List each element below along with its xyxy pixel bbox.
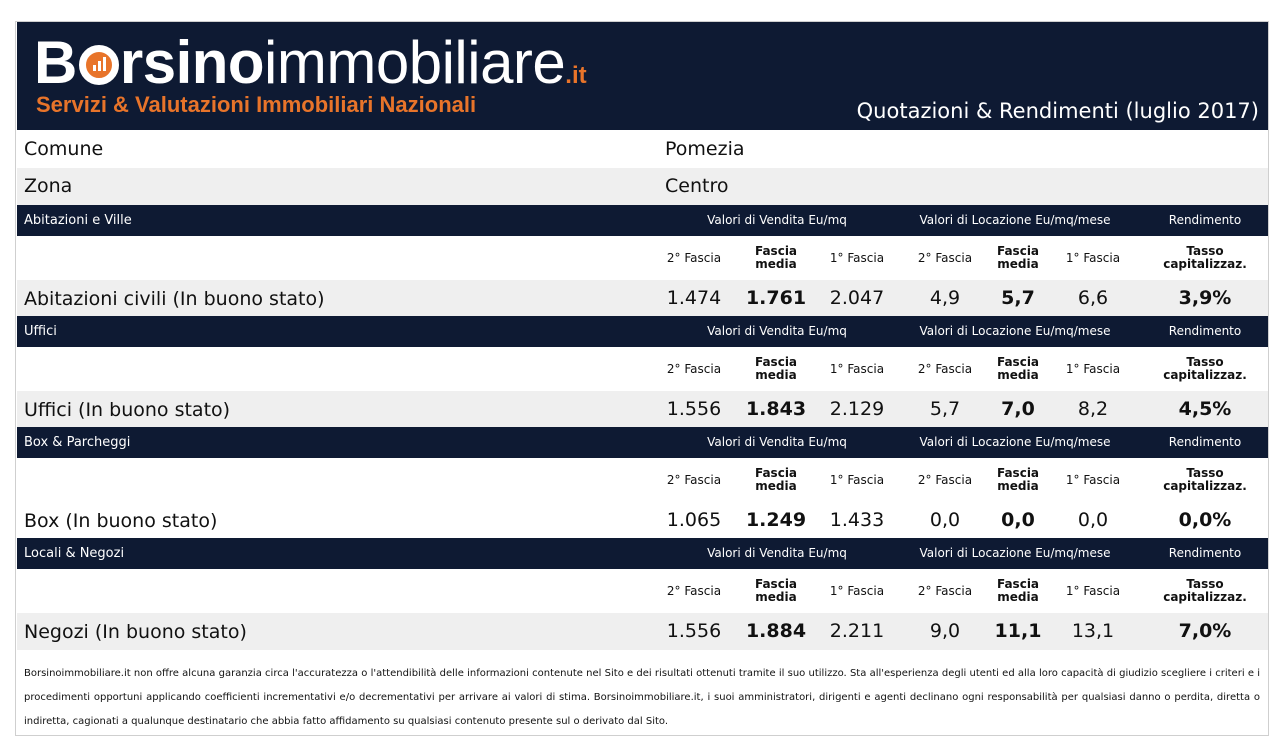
comune-value: Pomezia: [665, 138, 745, 160]
locazione-fascia2-value: 4,9: [929, 287, 961, 309]
v-fascia2-header: 2° Fascia: [666, 472, 722, 487]
locazione-fascia1-value: 13,1: [1071, 620, 1115, 642]
v-fascia2-header: 2° Fascia: [666, 583, 722, 598]
vendita-media-value: 1.843: [745, 398, 807, 420]
logo-rsino: rsino: [119, 29, 265, 96]
item-label: Uffici (In buono stato): [24, 399, 231, 421]
data-row: [17, 613, 1268, 650]
section-title: Uffici: [24, 324, 57, 339]
locazione-fascia2-value: 9,0: [929, 620, 961, 642]
l-fascia2-header: 2° Fascia: [917, 250, 973, 265]
vendita-fascia2-value: 1.065: [666, 509, 722, 531]
locazione-media-value: 0,0: [1001, 509, 1035, 531]
vendita-fascia2-value: 1.556: [666, 398, 722, 420]
section-header: [17, 205, 1268, 236]
tasso-header: Tasso capitalizzaz.: [1163, 577, 1247, 604]
vendita-group-header: Valori di Vendita Eu/mq: [707, 435, 847, 449]
subheader-row: [17, 569, 1268, 613]
v-fascia1-header: 1° Fascia: [829, 250, 885, 265]
v-media-header: Fascia media: [754, 577, 798, 604]
zona-value: Centro: [665, 175, 729, 197]
l-fascia1-header: 1° Fascia: [1065, 583, 1121, 598]
l-fascia2-header: 2° Fascia: [917, 472, 973, 487]
l-fascia1-header: 1° Fascia: [1065, 361, 1121, 376]
vendita-media-value: 1.249: [745, 509, 807, 531]
l-media-header: Fascia media: [996, 577, 1040, 604]
v-media-header: Fascia media: [754, 244, 798, 271]
item-label: Abitazioni civili (In buono stato): [24, 288, 325, 310]
comune-label: Comune: [24, 138, 104, 160]
locazione-group-header: Valori di Locazione Eu/mq/mese: [919, 324, 1111, 338]
vendita-fascia1-value: 2.211: [829, 620, 885, 642]
locazione-media-value: 5,7: [1001, 287, 1035, 309]
vendita-fascia2-value: 1.474: [666, 287, 722, 309]
l-fascia1-header: 1° Fascia: [1065, 472, 1121, 487]
section-header: [17, 538, 1268, 569]
section-title: Abitazioni e Ville: [24, 213, 132, 228]
subheader-row: [17, 347, 1268, 391]
subheader-row: [17, 458, 1268, 502]
l-fascia1-header: 1° Fascia: [1065, 250, 1121, 265]
section-title: Locali & Negozi: [24, 546, 125, 561]
vendita-fascia1-value: 2.129: [829, 398, 885, 420]
section-title: Box & Parcheggi: [24, 435, 131, 450]
l-fascia2-header: 2° Fascia: [917, 583, 973, 598]
l-media-header: Fascia media: [996, 466, 1040, 493]
item-label: Box (In buono stato): [24, 510, 218, 532]
locazione-group-header: Valori di Locazione Eu/mq/mese: [919, 213, 1111, 227]
vendita-media-value: 1.761: [745, 287, 807, 309]
v-fascia1-header: 1° Fascia: [829, 361, 885, 376]
report-title: Quotazioni & Rendimenti (luglio 2017): [856, 99, 1259, 123]
zona-row: [17, 168, 1268, 205]
locazione-media-value: 7,0: [1001, 398, 1035, 420]
tasso-header: Tasso capitalizzaz.: [1163, 355, 1247, 382]
v-fascia2-header: 2° Fascia: [666, 361, 722, 376]
item-label: Negozi (In buono stato): [24, 621, 247, 643]
locazione-fascia2-value: 0,0: [929, 509, 961, 531]
locazione-group-header: Valori di Locazione Eu/mq/mese: [919, 546, 1111, 560]
rendimento-group-header: Rendimento: [1168, 213, 1242, 227]
vendita-group-header: Valori di Vendita Eu/mq: [707, 546, 847, 560]
data-row: [17, 391, 1268, 427]
logo-tld: .it: [565, 62, 587, 89]
data-row: [17, 502, 1268, 538]
locazione-fascia1-value: 6,6: [1077, 287, 1109, 309]
l-media-header: Fascia media: [996, 244, 1040, 271]
vendita-fascia2-value: 1.556: [666, 620, 722, 642]
v-fascia1-header: 1° Fascia: [829, 472, 885, 487]
l-fascia2-header: 2° Fascia: [917, 361, 973, 376]
tasso-value: 7,0%: [1178, 620, 1232, 642]
section-header: [17, 427, 1268, 458]
locazione-group-header: Valori di Locazione Eu/mq/mese: [919, 435, 1111, 449]
tasso-value: 0,0%: [1178, 509, 1232, 531]
locazione-fascia1-value: 0,0: [1077, 509, 1109, 531]
l-media-header: Fascia media: [996, 355, 1040, 382]
report-header: [17, 22, 1268, 130]
comune-row: [17, 131, 1268, 168]
brand-tagline: Servizi & Valutazioni Immobiliari Nazionali: [36, 92, 477, 117]
v-media-header: Fascia media: [754, 466, 798, 493]
tasso-value: 4,5%: [1178, 398, 1232, 420]
section-header: [17, 316, 1268, 347]
logo-immobiliare: immobiliare: [264, 29, 566, 96]
rendimento-group-header: Rendimento: [1168, 546, 1242, 560]
vendita-group-header: Valori di Vendita Eu/mq: [707, 213, 847, 227]
tasso-header: Tasso capitalizzaz.: [1163, 244, 1247, 271]
rendimento-group-header: Rendimento: [1168, 324, 1242, 338]
locazione-fascia1-value: 8,2: [1077, 398, 1109, 420]
rendimento-group-header: Rendimento: [1168, 435, 1242, 449]
vendita-media-value: 1.884: [745, 620, 807, 642]
v-media-header: Fascia media: [754, 355, 798, 382]
tasso-value: 3,9%: [1178, 287, 1232, 309]
tasso-header: Tasso capitalizzaz.: [1163, 466, 1247, 493]
locazione-media-value: 11,1: [994, 620, 1042, 642]
vendita-fascia1-value: 2.047: [829, 287, 885, 309]
locazione-fascia2-value: 5,7: [929, 398, 961, 420]
chart-circle-icon: [79, 45, 119, 85]
v-fascia1-header: 1° Fascia: [829, 583, 885, 598]
logo-letter-b: B: [34, 29, 77, 96]
vendita-group-header: Valori di Vendita Eu/mq: [707, 324, 847, 338]
v-fascia2-header: 2° Fascia: [666, 250, 722, 265]
vendita-fascia1-value: 1.433: [829, 509, 885, 531]
subheader-row: [17, 236, 1268, 280]
data-row: [17, 280, 1268, 316]
disclaimer-text: Borsinoimmobiliare.it non offre alcuna garanzia circa l'accuratezza o l'attendibilità delle informazioni contenute nel Sito e dei risultati ottenuti tramite il suo utilizzo. Sta all'esperienza degli utenti ed alla loro capacità di giudizio scegliere i criteri e i procedimenti opportuni applicando coefficienti incrementativi e/o decrementativi per arrivare ai valori di stima. Borsinoimmobiliare.it, i suoi amministratori, dirigenti e agenti declinano ogni responsabilità per qualsiasi danno o perdita, diretta o indiretta, cagionati a qualunque destinatario che abbia fatto affidamento su qualsiasi contenuto presente sul o derivato dal Sito.: [24, 668, 1260, 727]
zona-label: Zona: [24, 175, 73, 197]
